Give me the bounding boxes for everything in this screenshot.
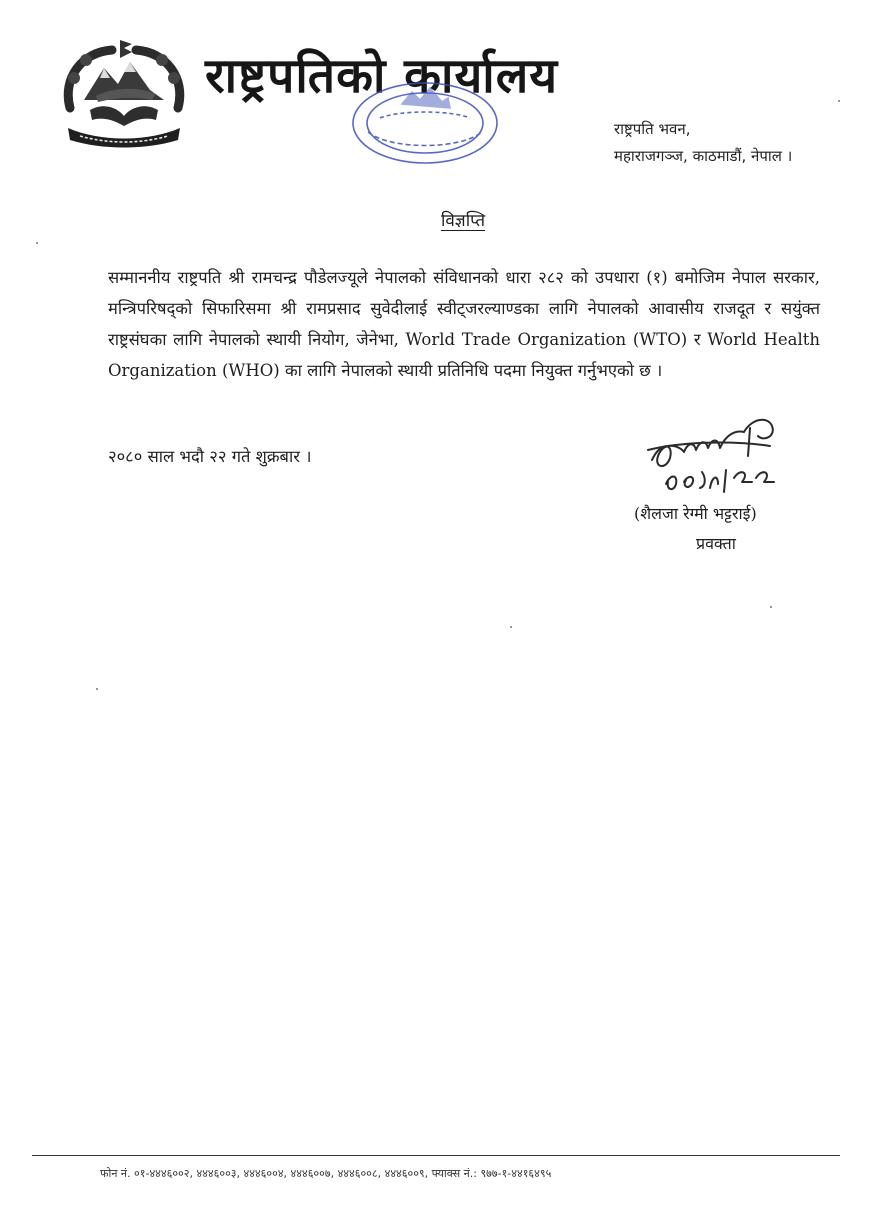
footer-contact-info: फोन नं. ०१-४४४६००२, ४४४६००३, ४४४६००४, ४४४६००७, ४४४६००८, ४४४६००९, फ्याक्स नं.: ९७७-१-४४१६४९५ (100, 1167, 552, 1180)
scan-speck (510, 626, 512, 628)
notice-heading: विज्ञप्ति (440, 211, 486, 231)
scan-speck (770, 606, 772, 608)
signatory-title: प्रवक्ता (696, 534, 736, 553)
scan-speck (96, 688, 98, 690)
signatory-name: (शैलजा रेग्मी भट्टराई) (634, 504, 757, 523)
office-seal-stamp-icon (350, 78, 500, 168)
footer-divider (32, 1155, 840, 1156)
scan-speck (36, 242, 38, 244)
notice-date: २०८० साल भदौ २२ गते शुक्रबार । (108, 447, 312, 466)
scan-speck (838, 100, 840, 102)
handwritten-signature-icon (640, 412, 790, 494)
address-line-2: महाराजगञ्ज, काठमाडौं, नेपाल । (614, 147, 793, 165)
nepal-coat-of-arms-icon (60, 38, 188, 148)
notice-body: सम्माननीय राष्ट्रपति श्री रामचन्द्र पौडेलज्यूले नेपालको संविधानको धारा २८२ को उपधारा (१) बमोजिम नेपाल सरकार, मन्त्रिपरिषद्को सिफारिसमा श्री रामप्रसाद सुवेदीलाई स्वीट्जरल्याण्डका लागि नेपालको आवासीय राजदूत र सयुंक्त राष्ट्रसंघका लागि नेपालको स्थायी नियोग, जेनेभा, World Trade Organization (WTO) र World Health Organization (WHO) का लागि नेपालको स्थायी प्रतिनिधि पदमा नियुक्त गर्नुभएको छ । (108, 268, 820, 380)
office-address (614, 116, 792, 170)
office-title: राष्ट्रपतिको कार्यालय (205, 48, 559, 104)
address-line-1: राष्ट्रपति भवन, (614, 120, 691, 138)
